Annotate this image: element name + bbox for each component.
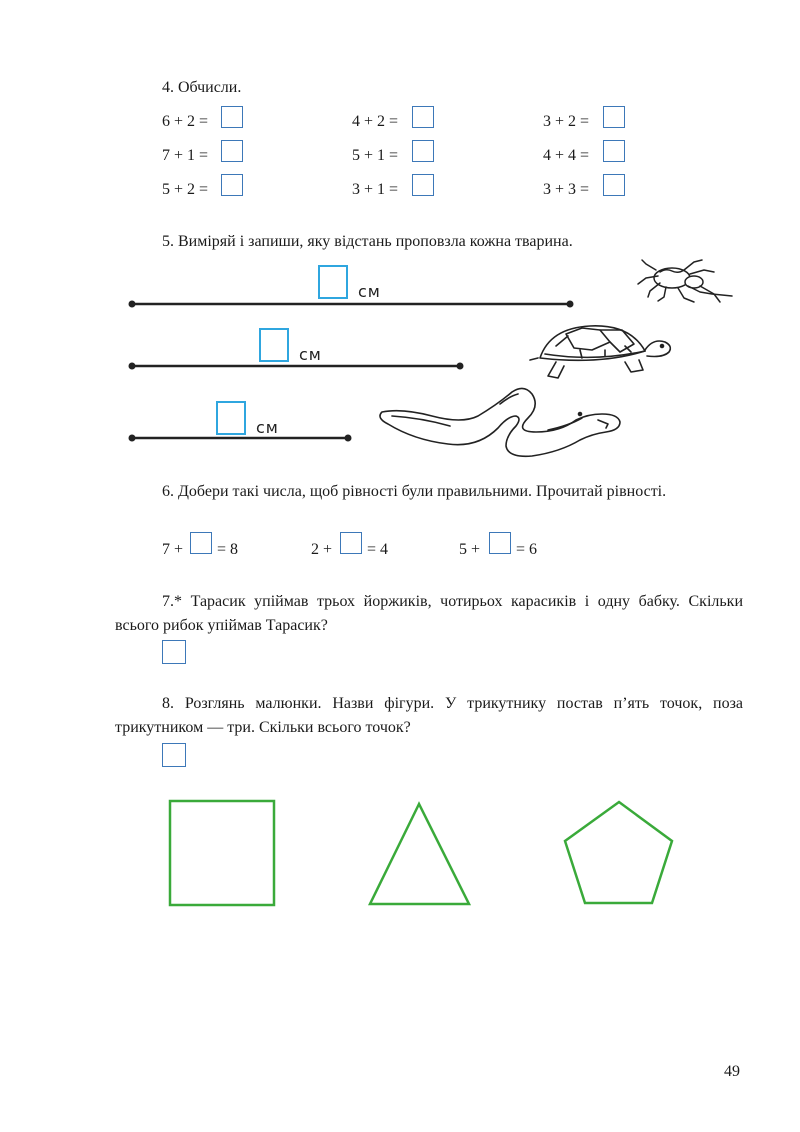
unit-label: см: [256, 418, 279, 437]
square-shape: [170, 801, 274, 905]
equation: 3 + 1 =: [352, 181, 399, 198]
task8-text: 8. Розглянь малюнки. Назви фігури. У трикутнику постав п’ять точок, поза трикутником — три. Скільки всього точок?: [115, 695, 743, 736]
task6-text: 6. Добери такі числа, щоб рівності були правильними. Прочитай рівності.: [162, 483, 667, 500]
equation-right: = 4: [367, 541, 389, 558]
equation: 7 + 1 =: [162, 147, 209, 164]
pentagon-shape: [565, 802, 672, 903]
unit-label: см: [358, 282, 381, 301]
equation: 3 + 2 =: [543, 113, 590, 130]
task7-text: 7.* Тарасик упіймав трьох йоржиків, чотирьох карасиків і одну бабку. Скільки всього рибок упіймав Тарасик?: [115, 593, 743, 634]
equation-left: 7 +: [162, 541, 184, 558]
equation: 5 + 1 =: [352, 147, 399, 164]
page-number: 49: [724, 1063, 740, 1080]
unit-label: см: [299, 345, 322, 364]
equation: 3 + 3 =: [543, 181, 590, 198]
equation-left: 5 +: [459, 541, 481, 558]
equation: 6 + 2 =: [162, 113, 209, 130]
task4-title: 4. Обчисли.: [162, 79, 242, 96]
equation-right: = 6: [516, 541, 538, 558]
equation: 5 + 2 =: [162, 181, 209, 198]
equation-right: = 8: [217, 541, 239, 558]
triangle-shape: [370, 804, 469, 904]
equation: 4 + 4 =: [543, 147, 590, 164]
task5-title: 5. Виміряй і запиши, яку відстань проповзла кожна тварина.: [162, 233, 573, 250]
equation-left: 2 +: [311, 541, 333, 558]
equation: 4 + 2 =: [352, 113, 399, 130]
